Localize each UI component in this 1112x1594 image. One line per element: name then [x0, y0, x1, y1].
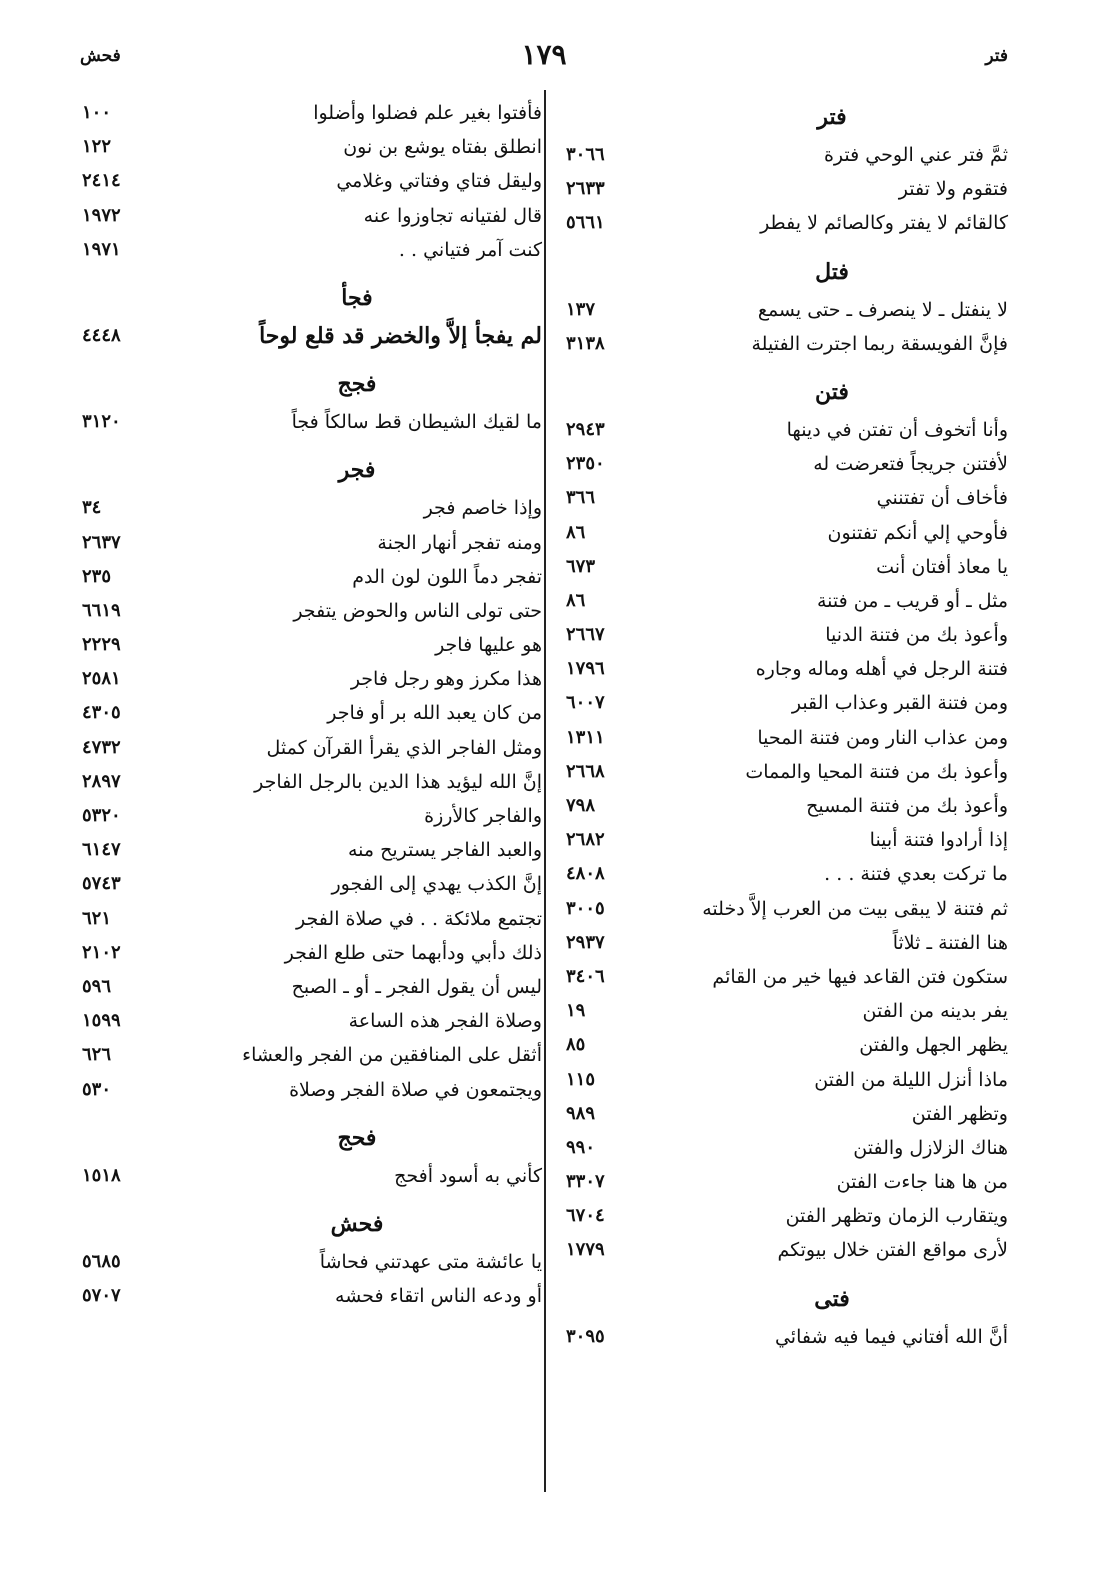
- hadith-number: ٦٠٠٧: [566, 692, 605, 714]
- entry-text: فأوحي إلي أنكم تفتنون: [827, 521, 1008, 544]
- section-heading: فحج: [337, 1124, 377, 1151]
- index-entry: [566, 1199, 1008, 1233]
- index-entry: [82, 96, 542, 130]
- hadith-number: ٢٩٣٧: [566, 931, 605, 953]
- section-gap: [82, 1193, 542, 1203]
- hadith-number: ٣٦٦: [566, 487, 596, 509]
- index-entry: [82, 491, 542, 525]
- index-entry: [566, 172, 1008, 206]
- hadith-number: ٣٤٠٦: [566, 965, 605, 987]
- entry-text: تجتمع ملائكة . . في صلاة الفجر: [296, 907, 542, 930]
- entry-text: هنا الفتنة ـ ثلاثاً: [892, 931, 1008, 954]
- index-entry: [566, 1233, 1008, 1267]
- index-entry: [82, 765, 542, 799]
- entry-text: ومن عذاب النار ومن فتنة المحيا: [757, 726, 1008, 749]
- index-entry: [566, 1097, 1008, 1131]
- entry-text: إنَّ الله ليؤيد هذا الدين بالرجل الفاجر: [254, 770, 542, 793]
- index-entry: [566, 1063, 1008, 1097]
- index-entry: [566, 550, 1008, 584]
- index-entry: [82, 1279, 542, 1313]
- entry-text: فتنة الرجل في أهله وماله وجاره: [755, 658, 1008, 681]
- hadith-number: ٨٦: [566, 521, 586, 543]
- entry-text: انطلق بفتاه يوشع بن نون: [343, 136, 542, 159]
- section-heading: فتى: [814, 1285, 850, 1312]
- section-gap: [82, 1107, 542, 1117]
- hadith-number: ٢١٠٢: [82, 941, 121, 963]
- index-entry: [566, 327, 1008, 361]
- section-gap: [82, 353, 542, 363]
- index-entry: [566, 994, 1008, 1028]
- hadith-number: ٢٢٢٩: [82, 634, 121, 656]
- entry-text: وإذا خاصم فجر: [423, 497, 542, 520]
- index-entry: [566, 516, 1008, 550]
- entry-text: ما تركت بعدي فتنة . . .: [824, 863, 1008, 886]
- section-heading: فتل: [815, 258, 849, 285]
- entry-text: فأفتوا بغير علم فضلوا وأضلوا: [313, 102, 542, 124]
- entry-text: أنَّ الله أفتاني فيما فيه شفائي: [774, 1325, 1008, 1348]
- hadith-number: ١٢٢: [82, 136, 112, 158]
- hadith-number: ٧٩٨: [566, 795, 596, 816]
- entry-text: فأخاف أن تفتنني: [876, 487, 1008, 510]
- index-entry: [566, 652, 1008, 686]
- entry-text: يا معاذ أفتان أنت: [876, 555, 1008, 578]
- index-entry: [82, 696, 542, 730]
- entry-text: تفجر دماً اللون لون الدم: [352, 565, 542, 588]
- entry-text: ذلك دأبي ودأبهما حتى طلع الفجر: [284, 941, 542, 964]
- hadith-number: ١٩٧١: [82, 238, 121, 260]
- hadith-number: ١٠٠: [82, 102, 112, 123]
- index-entry: [82, 526, 542, 560]
- hadith-number: ٢٩٤٣: [566, 418, 605, 440]
- entry-text: ما لقيك الشيطان قط سالكاً فجاً: [291, 411, 542, 434]
- entry-text: لا ينفتل ـ لا ينصرف ـ حتى يسمع: [757, 298, 1008, 321]
- index-entry: [566, 447, 1008, 481]
- hadith-number: ٣٠٩٥: [566, 1325, 605, 1347]
- entry-text: إنَّ الكذب يهدي إلى الفجور: [331, 873, 542, 896]
- hadith-number: ٨٦: [566, 589, 586, 611]
- hadith-number: ٥٣٠: [82, 1078, 112, 1100]
- entry-text: مثل ـ أو قريب ـ من فتنة: [816, 589, 1008, 612]
- index-entry: [566, 892, 1008, 926]
- index-entry: [566, 1165, 1008, 1199]
- entry-text: وليقل فتاي وفتاتي وغلامي: [336, 170, 542, 193]
- entry-text: ثمَّ فتر عني الوحي فترة: [823, 144, 1008, 166]
- entry-text: ليس أن يقول الفجر ـ أو ـ الصبح: [291, 975, 542, 998]
- entry-text: والعبد الفاجر يستريح منه: [347, 839, 542, 862]
- index-entry: [82, 1073, 542, 1107]
- index-entry: [566, 1320, 1008, 1354]
- entry-text: لأرى مواقع الفتن خلال بيوتكم: [777, 1239, 1008, 1262]
- entry-text: وأعوذ بك من فتنة المحيا والممات: [745, 760, 1008, 783]
- index-entry: [82, 560, 542, 594]
- hadith-number: ٢٦٦٧: [566, 624, 605, 646]
- hadith-number: ٦٢١: [82, 907, 112, 929]
- hadith-number: ١٩: [566, 1000, 586, 1022]
- hadith-number: ٥٣٢٠: [82, 805, 121, 826]
- hadith-number: ٣١٣٨: [566, 332, 605, 354]
- section-gap: [82, 439, 542, 449]
- index-entry: [566, 789, 1008, 823]
- index-entry: [566, 1131, 1008, 1165]
- index-entry: [566, 293, 1008, 327]
- section-heading: فتر: [817, 104, 847, 130]
- section-heading: فجج: [337, 371, 377, 398]
- index-entry: [566, 857, 1008, 891]
- hadith-number: ٦٦١٩: [82, 599, 121, 621]
- page-header: [80, 38, 1008, 78]
- hadith-number: ٤٣٠٥: [82, 702, 121, 724]
- entry-text: كأني به أسود أفحج: [394, 1164, 542, 1187]
- index-entry: [566, 960, 1008, 994]
- right-column: [566, 96, 1008, 1354]
- hadith-number: ١٣٧: [566, 298, 596, 320]
- section-gap: [82, 267, 542, 277]
- hadith-number: ٦١٤٧: [82, 839, 121, 861]
- hadith-number: ٥٦٨٥: [82, 1250, 121, 1272]
- entry-text: ومن فتنة القبر وعذاب القبر: [791, 692, 1008, 715]
- entry-text: ستكون فتن القاعد فيها خير من القائم: [712, 965, 1008, 988]
- entry-text: كنت آمر فتياني . .: [398, 238, 542, 261]
- entry-text: يظهر الجهل والفتن: [859, 1034, 1008, 1057]
- entry-text: وصلاة الفجر هذه الساعة: [348, 1010, 542, 1033]
- hadith-number: ٥٧٤٣: [82, 873, 121, 895]
- section-gap: [566, 1268, 1008, 1278]
- index-entry: [566, 584, 1008, 618]
- index-entry: [82, 662, 542, 696]
- hadith-number: ٥٩٦: [82, 975, 112, 997]
- entry-text: ومثل الفاجر الذي يقرأ القرآن كمثل: [266, 736, 542, 759]
- hadith-number: ٢٦٨٢: [566, 829, 605, 851]
- section-gap: [566, 241, 1008, 251]
- entry-text: يفر بدينه من الفتن: [862, 1000, 1008, 1023]
- index-entry: [82, 799, 542, 833]
- entry-text: من كان يعبد الله بر أو فاجر: [327, 702, 542, 725]
- index-entry: [82, 970, 542, 1004]
- hadith-number: ٣٣٠٧: [566, 1171, 605, 1193]
- entry-text: ويتقارب الزمان وتظهر الفتن: [785, 1205, 1008, 1228]
- section-heading: فجأ: [341, 284, 373, 311]
- entry-text: وأعوذ بك من فتنة المسيح: [806, 795, 1008, 817]
- entry-text: قال لفتيانه تجاوزوا عنه: [363, 204, 542, 227]
- index-entry: [566, 823, 1008, 857]
- entry-text: فتقوم ولا تفتر: [898, 178, 1008, 201]
- index-entry: [82, 130, 542, 164]
- column-divider: [544, 90, 546, 1492]
- hadith-number: ٣٠٠٥: [566, 897, 605, 919]
- hadith-number: ١٩٧٢: [82, 204, 121, 226]
- hadith-number: ٨٥: [566, 1034, 586, 1056]
- entry-text: ثم فتنة لا يبقى بيت من العرب إلاَّ دخلته: [702, 897, 1008, 920]
- entry-text: هذا مكرز وهو رجل فاجر: [350, 668, 542, 691]
- entry-text: أو ودعه الناس اتقاء فحشه: [335, 1285, 542, 1308]
- entry-text: وأنا أتخوف أن تفتن في دينها: [786, 418, 1008, 441]
- section-heading: فحش: [330, 1210, 384, 1237]
- hadith-number: ١٧٧٩: [566, 1239, 605, 1261]
- entry-text: والفاجر كالأرزة: [424, 805, 542, 827]
- entry-text: ويجتمعون في صلاة الفجر وصلاة: [289, 1078, 542, 1101]
- index-entry: [82, 867, 542, 901]
- index-entry: [82, 1159, 542, 1193]
- section-gap: [566, 361, 1008, 371]
- section-heading: فتن: [815, 378, 849, 405]
- hadith-number: ٩٨٩: [566, 1102, 596, 1124]
- hadith-number: ٢٣٥٠: [566, 453, 605, 475]
- entry-text: من ها هنا جاءت الفتن: [836, 1171, 1008, 1194]
- hadith-number: ٣٠٦٦: [566, 144, 605, 165]
- entry-text: كالقائم لا يفتر وكالصائم لا يفطر: [760, 212, 1008, 235]
- index-entry: [82, 1004, 542, 1038]
- index-entry: [82, 628, 542, 662]
- index-entry: [82, 936, 542, 970]
- hadith-number: ٢٨٩٧: [82, 770, 121, 792]
- hadith-number: ٢٤١٤: [82, 170, 121, 192]
- hadith-number: ٩٩٠: [566, 1136, 596, 1158]
- hadith-number: ٦٢٦: [82, 1044, 112, 1066]
- entry-text: أثقل على المنافقين من الفجر والعشاء: [242, 1044, 542, 1067]
- index-entry: [566, 1028, 1008, 1062]
- index-entry: [82, 1038, 542, 1072]
- index-entry: [566, 926, 1008, 960]
- entry-text: وتظهر الفتن: [911, 1102, 1008, 1125]
- index-entry: [566, 413, 1008, 447]
- hadith-number: ٥٦٦١: [566, 212, 605, 234]
- entry-text: هناك الزلازل والفتن: [853, 1136, 1008, 1159]
- index-entry: [82, 1245, 542, 1279]
- entry-text: لم يفجأ إلاَّ والخضر قد قلع لوحاً: [259, 322, 542, 349]
- entry-text: إذا أرادوا فتنة أبينا: [869, 829, 1008, 852]
- hadith-number: ٤٧٣٢: [82, 736, 121, 758]
- hadith-number: ٢٦٦٨: [566, 760, 605, 782]
- index-entry: [566, 755, 1008, 789]
- entry-text: هو عليها فاجر: [435, 634, 542, 657]
- entry-text: وأعوذ بك من فتنة الدنيا: [825, 624, 1008, 647]
- hadith-number: ٢٥٨١: [82, 668, 121, 690]
- section-heading: فجر: [338, 457, 376, 484]
- hadith-number: ٦٧٣: [566, 555, 596, 577]
- index-entry: [82, 594, 542, 628]
- entry-text: لأفتنن جريجاً فتعرضت له: [813, 453, 1008, 476]
- index-entry: [566, 481, 1008, 515]
- hadith-number: ١٥٩٩: [82, 1010, 121, 1032]
- index-entry: [566, 206, 1008, 240]
- hadith-number: ٦٧٠٤: [566, 1205, 605, 1227]
- header-running-word-left: فحش: [80, 46, 121, 66]
- page-number: ١٧٩: [521, 38, 567, 71]
- index-entry: [82, 902, 542, 936]
- hadith-number: ٢٣٥: [82, 565, 112, 587]
- hadith-number: ٣١٢٠: [82, 411, 121, 433]
- index-entry: [566, 138, 1008, 172]
- hadith-number: ٥٧٠٧: [82, 1285, 121, 1307]
- hadith-number: ٣٤: [82, 497, 102, 519]
- entry-text: حتى تولى الناس والحوض يتفجر: [293, 599, 542, 622]
- index-entry: [82, 319, 542, 353]
- left-column: [82, 96, 542, 1313]
- hadith-number: ١٣١١: [566, 726, 605, 748]
- hadith-number: ٤٤٤٨: [82, 324, 121, 346]
- index-entry: [82, 731, 542, 765]
- index-entry: [566, 618, 1008, 652]
- hadith-number: ٤٨٠٨: [566, 863, 605, 885]
- index-entry: [82, 233, 542, 267]
- index-entry: [82, 405, 542, 439]
- hadith-number: ١٧٩٦: [566, 658, 605, 680]
- hadith-number: ١١٥: [566, 1068, 596, 1090]
- entry-text: ماذا أنزل الليلة من الفتن: [814, 1068, 1008, 1091]
- index-entry: [566, 686, 1008, 720]
- entry-text: يا عائشة متى عهدتني فحاشاً: [319, 1250, 542, 1273]
- entry-text: ومنه تفجر أنهار الجنة: [377, 531, 542, 554]
- hadith-number: ٢٦٣٧: [82, 531, 121, 553]
- index-entry: [82, 199, 542, 233]
- hadith-number: ١٥١٨: [82, 1164, 121, 1186]
- index-entry: [82, 164, 542, 198]
- header-running-word-right: فتر: [985, 46, 1008, 66]
- index-entry: [566, 721, 1008, 755]
- hadith-number: ٢٦٣٣: [566, 178, 605, 200]
- entry-text: فإنَّ الفويسقة ربما اجترت الفتيلة: [751, 332, 1008, 355]
- index-entry: [82, 833, 542, 867]
